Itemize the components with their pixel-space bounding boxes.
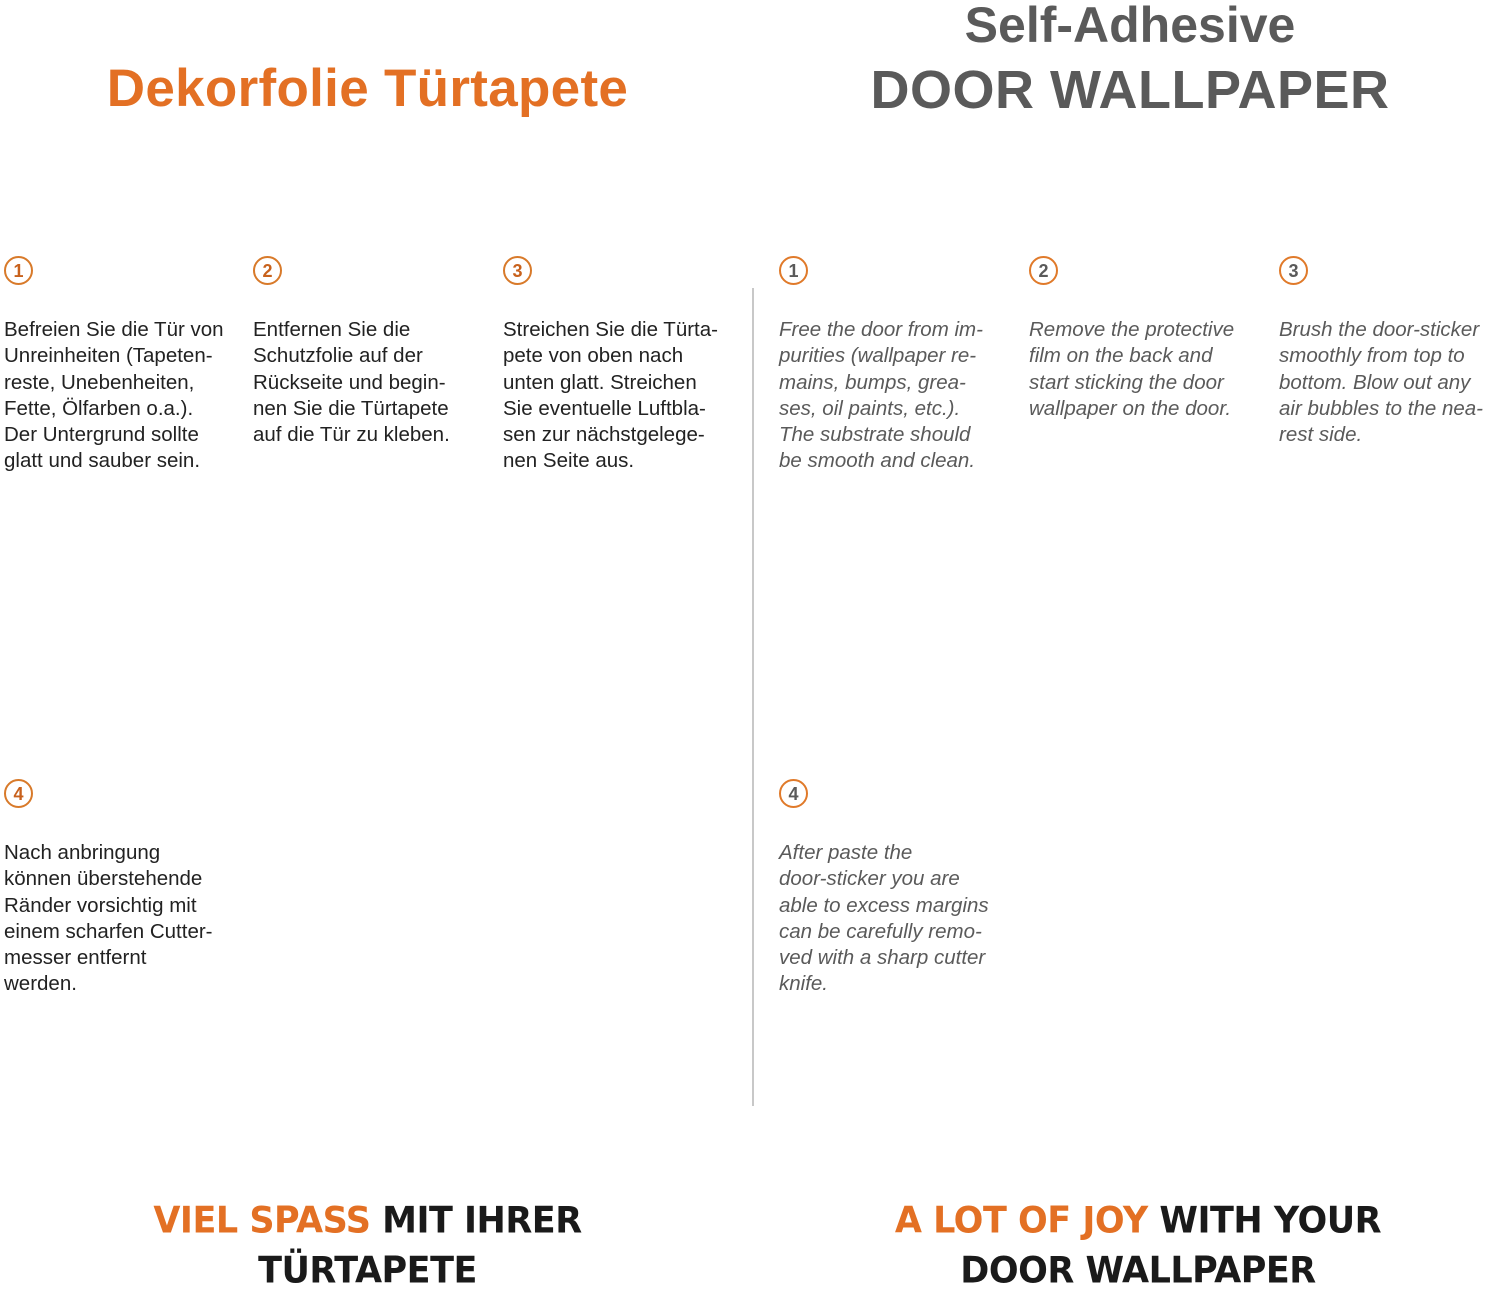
step-number-badge: 2 (253, 256, 282, 285)
german-step-2 (253, 256, 481, 448)
step-description: Nach anbringung können überstehende Ränder vorsichtig mit einem scharfen Cutter- messer entfernt werden. (4, 841, 213, 996)
step-number-badge: 1 (4, 256, 33, 285)
german-step-1 (4, 256, 232, 475)
footer-text-line2: DOOR WALLPAPER (960, 1250, 1316, 1293)
footer-text-line2: TÜRTAPETE (258, 1250, 477, 1293)
german-step-3 (503, 256, 731, 475)
column-divider (752, 288, 754, 1106)
step-description: Entfernen Sie die Schutzfolie auf der Rückseite und begin- nen Sie die Türtapete auf die Tür zu kleben. (253, 318, 450, 447)
english-step-4 (779, 779, 1007, 998)
step-description: Free the door from im- purities (wallpaper re- mains, bumps, grea- ses, oil paints, etc.). The substrate should be smooth and clean. (779, 318, 983, 473)
german-step-4 (4, 779, 232, 998)
german-footer-slogan (100, 1196, 635, 1296)
step-description: After paste the door-sticker you are able to excess margins can be carefully remo- ved with a sharp cutter knife. (779, 841, 989, 996)
footer-text: MIT IHRER (382, 1199, 582, 1242)
step-number-badge: 1 (779, 256, 808, 285)
english-title (760, 0, 1500, 124)
step-description: Brush the door-sticker smoothly from top to bottom. Blow out any air bubbles to the nea- rest side. (1279, 318, 1483, 447)
english-step-3 (1279, 256, 1500, 448)
step-number-badge: 2 (1029, 256, 1058, 285)
footer-accent-text: VIEL SPASS (153, 1199, 371, 1242)
english-title-line2: DOOR WALLPAPER (870, 59, 1390, 120)
step-description: Befreien Sie die Tür von Unreinheiten (Tapeten- reste, Unebenheiten, Fette, Ölfarben o.a.). Der Untergrund sollte glatt und sauber sein. (4, 318, 224, 473)
english-step-1 (779, 256, 1007, 475)
step-description: Remove the protective film on the back and start sticking the door wallpaper on the door. (1029, 318, 1235, 420)
step-number-badge: 4 (779, 779, 808, 808)
english-footer-slogan (860, 1196, 1416, 1296)
english-title-line1: Self-Adhesive (964, 0, 1296, 53)
step-description: Streichen Sie die Türta- pete von oben nach unten glatt. Streichen Sie eventuelle Luftbla- sen zur nächstgelege- nen Seite aus. (503, 318, 718, 473)
step-number-badge: 3 (1279, 256, 1308, 285)
step-number-badge: 4 (4, 779, 33, 808)
step-number-badge: 3 (503, 256, 532, 285)
footer-accent-text: A LOT OF JOY (894, 1199, 1148, 1242)
german-title: Dekorfolie Türtapete (106, 59, 629, 118)
english-step-2 (1029, 256, 1257, 422)
footer-text: WITH YOUR (1159, 1199, 1382, 1242)
